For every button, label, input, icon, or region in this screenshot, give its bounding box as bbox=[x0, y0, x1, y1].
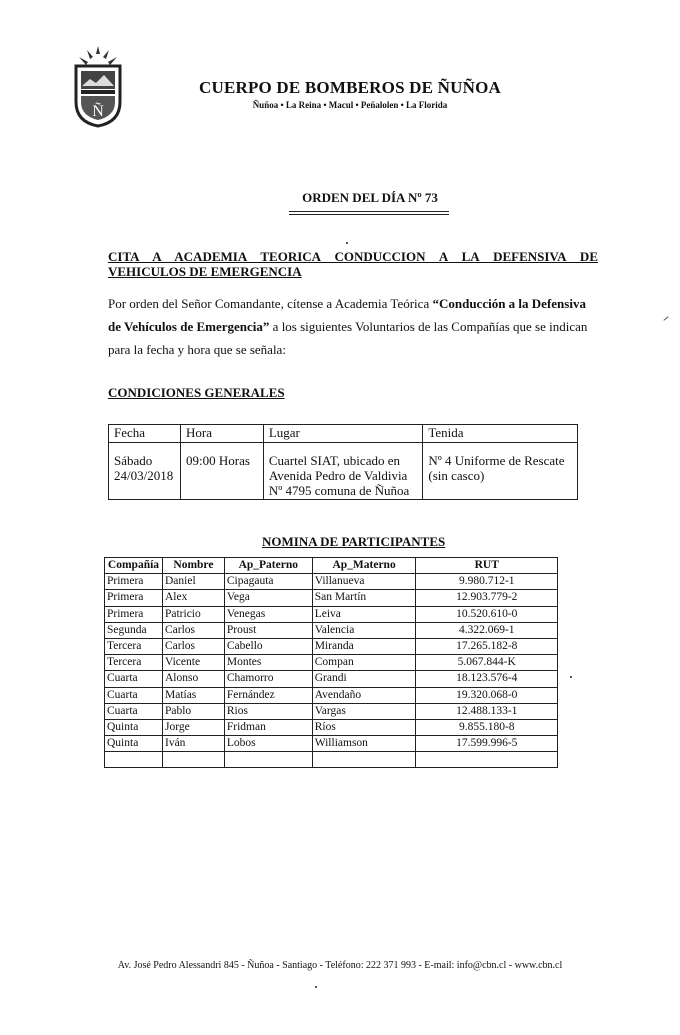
cell-rut: 12.903.779-2 bbox=[416, 590, 558, 606]
header-tenida: Tenida bbox=[423, 425, 578, 443]
cell-rut: 10.520.610-0 bbox=[416, 606, 558, 622]
cell-maternal-surname: Avendaño bbox=[312, 687, 416, 703]
cell-time: 09:00 Horas bbox=[180, 443, 263, 500]
cell-rut: 9.980.712-1 bbox=[416, 574, 558, 590]
cell-company bbox=[105, 752, 163, 768]
cell-paternal-surname: Chamorro bbox=[224, 671, 312, 687]
organization-name: CUERPO DE BOMBEROS DE ÑUÑOA bbox=[199, 78, 501, 97]
subject-line-1: CITA A ACADEMIA TEORICA CONDUCCION A LA DEFENSIVA DE bbox=[108, 249, 598, 264]
participants-table bbox=[104, 557, 558, 768]
cell-company: Primera bbox=[105, 590, 163, 606]
academy-name: “Conducción a la Defensiva de Vehículos de Emergencia” bbox=[108, 296, 586, 334]
cell-maternal-surname: San Martín bbox=[312, 590, 416, 606]
conditions-table bbox=[108, 424, 578, 500]
cell-first-name: Daniel bbox=[162, 574, 224, 590]
cell-company: Quinta bbox=[105, 736, 163, 752]
col-maternal: Ap_Materno bbox=[312, 558, 416, 574]
attire-line: (sin casco) bbox=[428, 468, 485, 483]
header-fecha: Fecha bbox=[109, 425, 181, 443]
cell-rut: 18.123.576-4 bbox=[416, 671, 558, 687]
place-line: Nº 4795 comuna de Ñuñoa bbox=[268, 483, 410, 498]
header-lugar: Lugar bbox=[263, 425, 423, 443]
cell-company: Quinta bbox=[105, 719, 163, 735]
table-row bbox=[105, 590, 558, 606]
cell-maternal-surname: Williamson bbox=[312, 736, 416, 752]
header-hora: Hora bbox=[180, 425, 263, 443]
cell-first-name: Vicente bbox=[162, 655, 224, 671]
cell-rut: 17.265.182-8 bbox=[416, 638, 558, 654]
cell-paternal-surname: Venegas bbox=[224, 606, 312, 622]
cell-rut bbox=[416, 752, 558, 768]
cell-first-name: Pablo bbox=[162, 703, 224, 719]
table-row bbox=[105, 655, 558, 671]
cell-paternal-surname: Proust bbox=[224, 622, 312, 638]
cell-first-name bbox=[162, 752, 224, 768]
cell-paternal-surname: Lobos bbox=[224, 736, 312, 752]
cell-date bbox=[109, 443, 181, 500]
date-value: 24/03/2018 bbox=[114, 468, 174, 483]
scan-speck bbox=[570, 676, 572, 678]
cell-rut: 19.320.068-0 bbox=[416, 687, 558, 703]
cell-rut: 12.488.133-1 bbox=[416, 703, 558, 719]
cell-paternal-surname: Montes bbox=[224, 655, 312, 671]
cell-attire bbox=[423, 443, 578, 500]
cell-rut: 17.599.996-5 bbox=[416, 736, 558, 752]
cell-maternal-surname: Grandi bbox=[312, 671, 416, 687]
body-paragraph bbox=[108, 292, 598, 361]
cell-paternal-surname: Fernández bbox=[224, 687, 312, 703]
cell-paternal-surname bbox=[224, 752, 312, 768]
cell-company: Primera bbox=[105, 574, 163, 590]
col-rut: RUT bbox=[416, 558, 558, 574]
col-name: Nombre bbox=[162, 558, 224, 574]
title-underline-1 bbox=[289, 211, 449, 212]
cell-first-name: Carlos bbox=[162, 622, 224, 638]
place-line: Cuartel SIAT, ubicado en bbox=[268, 453, 400, 468]
table-row bbox=[105, 638, 558, 654]
participants-heading: NOMINA DE PARTICIPANTES bbox=[262, 534, 446, 549]
cell-company: Cuarta bbox=[105, 703, 163, 719]
cell-maternal-surname: Valencia bbox=[312, 622, 416, 638]
cell-rut: 4.322.069-1 bbox=[416, 622, 558, 638]
cell-rut: 5.067.844-K bbox=[416, 655, 558, 671]
cell-paternal-surname: Fridman bbox=[224, 719, 312, 735]
cell-first-name: Iván bbox=[162, 736, 224, 752]
title-underline-2 bbox=[289, 214, 449, 215]
cell-maternal-surname bbox=[312, 752, 416, 768]
cell-maternal-surname: Ríos bbox=[312, 719, 416, 735]
svg-text:Ñ: Ñ bbox=[92, 103, 104, 120]
conditions-heading: CONDICIONES GENERALES bbox=[108, 385, 285, 400]
table-row bbox=[105, 687, 558, 703]
cell-first-name: Jorge bbox=[162, 719, 224, 735]
cell-first-name: Alonso bbox=[162, 671, 224, 687]
cell-maternal-surname: Miranda bbox=[312, 638, 416, 654]
fire-department-crest bbox=[70, 44, 126, 128]
col-company: Compañía bbox=[105, 558, 163, 574]
cell-first-name: Alex bbox=[162, 590, 224, 606]
table-row bbox=[105, 606, 558, 622]
footer-address: Av. José Pedro Alessandri 845 - Ñuñoa - Santiago - Teléfono: 222 371 993 - E-mail: info@cbn.cl - www.cbn.cl bbox=[117, 960, 563, 971]
cell-paternal-surname: Rios bbox=[224, 703, 312, 719]
body-text-part1: Por orden del Señor Comandante, cítense a Academia Teórica bbox=[108, 296, 433, 311]
cell-company: Tercera bbox=[105, 638, 163, 654]
cell-paternal-surname: Cabello bbox=[224, 638, 312, 654]
cell-company: Segunda bbox=[105, 622, 163, 638]
cell-company: Tercera bbox=[105, 655, 163, 671]
cell-first-name: Carlos bbox=[162, 638, 224, 654]
cell-maternal-surname: Leiva bbox=[312, 606, 416, 622]
subject-line-2: VEHICULOS DE EMERGENCIA bbox=[108, 264, 302, 279]
table-row bbox=[105, 736, 558, 752]
table-row bbox=[105, 703, 558, 719]
cell-paternal-surname: Vega bbox=[224, 590, 312, 606]
date-weekday: Sábado bbox=[114, 453, 153, 468]
cell-first-name: Matías bbox=[162, 687, 224, 703]
table-row bbox=[105, 752, 558, 768]
cell-place bbox=[263, 443, 423, 500]
cell-maternal-surname: Compan bbox=[312, 655, 416, 671]
table-row bbox=[105, 622, 558, 638]
scan-speck bbox=[663, 316, 668, 321]
col-paternal: Ap_Paterno bbox=[224, 558, 312, 574]
cell-maternal-surname: Vargas bbox=[312, 703, 416, 719]
cell-company: Cuarta bbox=[105, 671, 163, 687]
table-row bbox=[105, 574, 558, 590]
table-row bbox=[105, 719, 558, 735]
order-title: ORDEN DEL DÍA Nº 73 bbox=[302, 190, 438, 205]
body-text-part2: a los siguientes Voluntarios de las Compañías que se indican para la fecha y hora que se señala: bbox=[108, 319, 588, 357]
attire-line: Nº 4 Uniforme de Rescate bbox=[428, 453, 565, 468]
cell-company: Primera bbox=[105, 606, 163, 622]
cell-maternal-surname: Villanueva bbox=[312, 574, 416, 590]
place-line: Avenida Pedro de Valdivia bbox=[268, 468, 408, 483]
cell-first-name: Patricio bbox=[162, 606, 224, 622]
scan-speck bbox=[315, 986, 317, 988]
cell-rut: 9.855.180-8 bbox=[416, 719, 558, 735]
cell-paternal-surname: Cipagauta bbox=[224, 574, 312, 590]
communes-line: Ñuñoa • La Reina • Macul • Peñalolen • La Florida bbox=[252, 100, 448, 110]
scan-speck bbox=[346, 242, 348, 244]
cell-company: Cuarta bbox=[105, 687, 163, 703]
table-row bbox=[105, 671, 558, 687]
